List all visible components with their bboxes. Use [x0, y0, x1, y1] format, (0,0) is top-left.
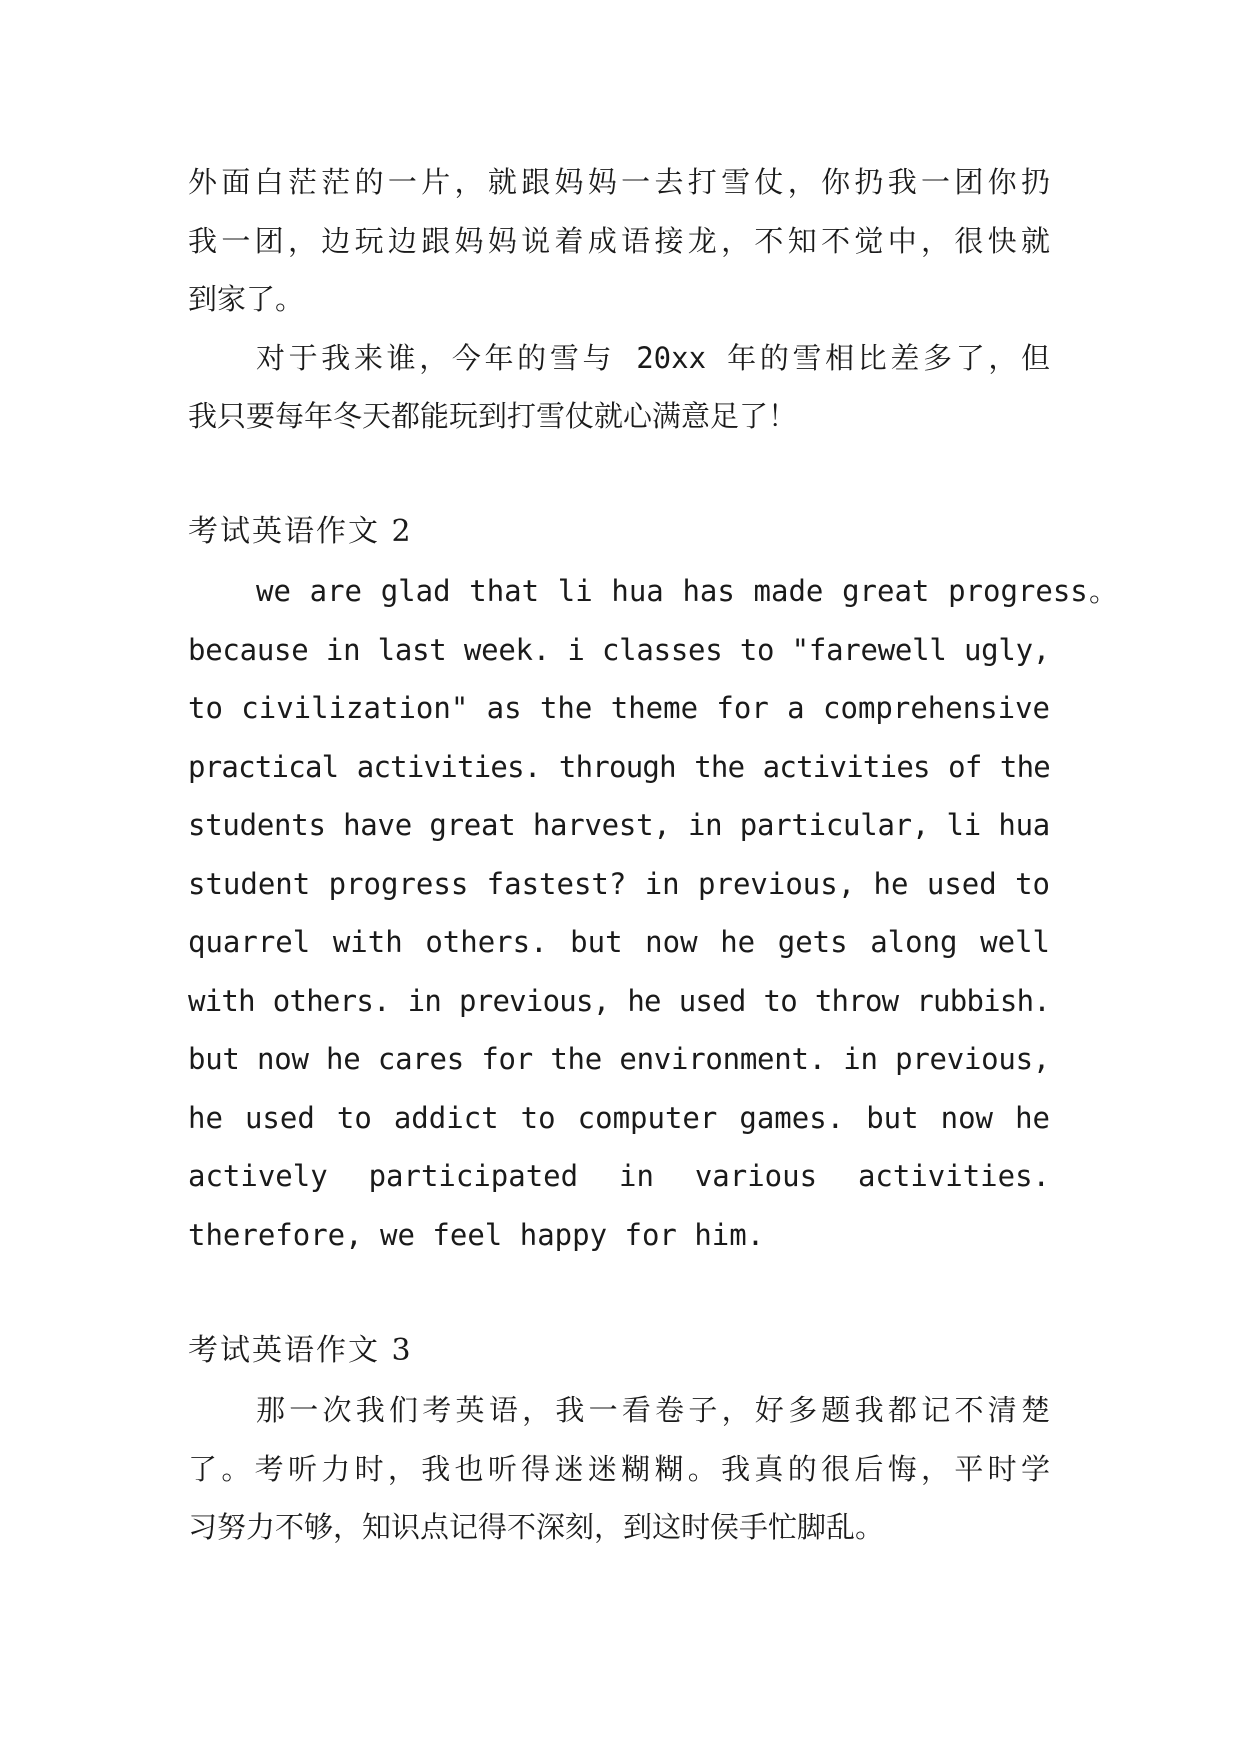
text-line: student progress fastest? in previous, he used to	[188, 866, 1050, 901]
text-line: he used to addict to computer games. but now he	[188, 1100, 1050, 1135]
text-line: therefore, we feel happy for him.	[188, 1217, 765, 1252]
text-line: because in last week. i classes to "farewell ugly,	[188, 632, 1050, 667]
text-line: practical activities. through the activities of the	[188, 749, 1050, 784]
text-line: students have great harvest, in particular, li hua	[188, 808, 1050, 842]
text-line: 外面白茫茫的一片，就跟妈妈一去打雪仗，你扔我一团你扔	[188, 165, 1050, 199]
essay-3-heading-block	[188, 1322, 1050, 1381]
text-line: but now he cares for the environment. in previous,	[188, 1042, 1050, 1076]
section-heading: 考试英语作文 2	[188, 514, 413, 549]
text-line: 了。考听力时，我也听得迷迷糊糊。我真的很后悔，平时学	[188, 1451, 1050, 1486]
text-line: 到家了。	[188, 282, 305, 316]
section-heading: 考试英语作文 3	[188, 1333, 413, 1368]
text-line: 我一团，边玩边跟妈妈说着成语接龙，不知不觉中，很快就	[188, 223, 1050, 258]
essay-2-heading-block	[188, 503, 1050, 562]
text-line: to civilization" as the theme for a comprehensive	[188, 691, 1050, 725]
text-line: 我只要每年冬天都能玩到打雪仗就心满意足了！	[188, 399, 798, 433]
text-line: 那一次我们考英语，我一看卷子，好多题我都记不清楚	[256, 1393, 1050, 1427]
text-line: 习努力不够，知识点记得不深刻，到这时侯手忙脚乱。	[188, 1510, 885, 1544]
essay-3-body	[188, 1381, 1050, 1557]
essay-2-body	[188, 562, 1118, 1264]
text-line: with others. in previous, he used to throw rubbish.	[188, 983, 1050, 1018]
paragraph-snow	[188, 153, 1050, 446]
text-line: we are glad that li hua has made great progress。	[256, 574, 1118, 608]
text-line: actively participated in various activities.	[188, 1159, 1050, 1193]
text-line: 对于我来谁，今年的雪与 20xx 年的雪相比差多了，但	[256, 340, 1050, 375]
text-line: quarrel with others. but now he gets along well	[188, 925, 1050, 959]
